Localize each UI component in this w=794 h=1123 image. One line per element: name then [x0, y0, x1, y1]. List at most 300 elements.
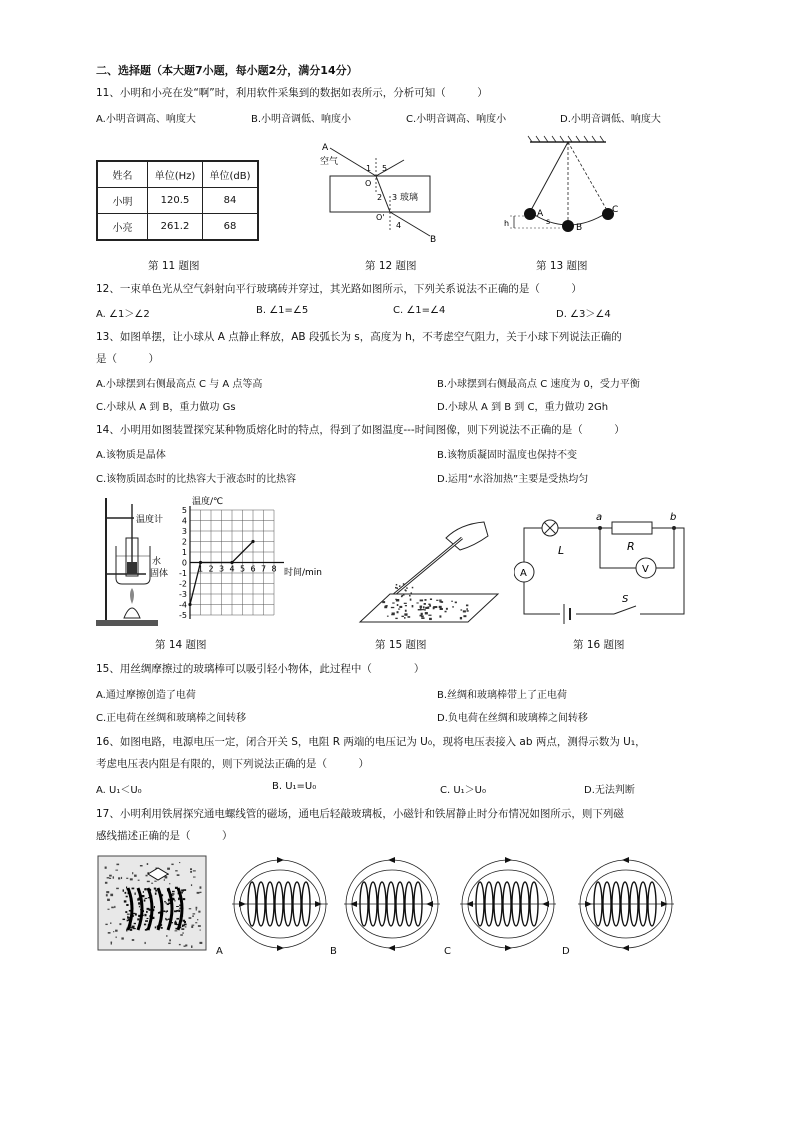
q16-option-a[interactable]: A. U₁＜U₀	[96, 785, 142, 796]
arrow-icon	[277, 857, 284, 863]
angle-label: 2	[377, 193, 383, 202]
paper-scrap	[392, 612, 395, 614]
arrow-icon	[350, 901, 357, 907]
q14-option-a[interactable]: A.该物质是晶体	[96, 450, 166, 461]
q13-option-c[interactable]: C.小球从 A 到 B，重力做功 Gs	[96, 402, 236, 413]
iron-filing	[183, 932, 184, 934]
arrow-icon	[661, 901, 668, 907]
table-cell: 小明	[97, 188, 148, 214]
paper-scrap	[385, 605, 387, 607]
iron-filing	[192, 915, 194, 917]
paper-scrap	[445, 611, 447, 613]
iron-filing	[108, 932, 111, 934]
iron-filing	[144, 888, 147, 890]
iron-filing	[183, 889, 186, 891]
iron-filing	[110, 894, 113, 896]
q12-option-a[interactable]: A. ∠1＞∠2	[96, 309, 150, 320]
paper-scrap	[396, 587, 398, 589]
label-c: C	[612, 205, 619, 215]
q16-option-b[interactable]: B. U₁=U₀	[272, 781, 317, 792]
iron-filing	[140, 865, 143, 866]
paper-scrap	[421, 615, 424, 617]
paper-scrap	[382, 601, 385, 603]
iron-filing	[179, 862, 180, 863]
arrow-icon	[622, 945, 629, 951]
arrow-icon	[505, 857, 512, 863]
iron-filing	[145, 920, 148, 922]
y-tick-label: 1	[181, 548, 187, 557]
paper-scrap	[404, 617, 406, 619]
table-cell: 120.5	[148, 188, 203, 214]
x-tick-label: 8	[271, 564, 277, 574]
iron-filing	[144, 914, 146, 916]
iron-filing	[193, 870, 196, 871]
paper-scrap	[466, 608, 468, 610]
paper-scrap	[397, 604, 399, 606]
paper-scrap	[424, 609, 426, 610]
paper-scrap	[421, 613, 423, 615]
iron-filing	[181, 892, 183, 893]
q17-label-c: C	[444, 946, 451, 957]
y-tick-label: -2	[179, 579, 187, 589]
iron-filing	[168, 899, 170, 901]
iron-filing	[165, 876, 168, 878]
paper-scrap	[412, 587, 414, 589]
iron-filing	[116, 936, 117, 938]
q15-option-a[interactable]: A.通过摩擦创造了电荷	[96, 690, 196, 701]
x-tick-label: 3	[218, 564, 225, 574]
iron-filing	[155, 926, 156, 928]
iron-filing	[127, 920, 128, 922]
iron-filing	[191, 945, 192, 947]
y-tick-label: -5	[179, 611, 187, 620]
iron-filing	[198, 925, 201, 927]
paper-scrap	[463, 610, 466, 612]
paper-scrap	[424, 599, 426, 601]
paper-scrap	[405, 589, 407, 591]
iron-filing	[111, 907, 114, 909]
iron-filing	[166, 935, 167, 937]
iron-filing	[191, 926, 193, 928]
iron-filing	[172, 895, 173, 896]
paper-scrap	[466, 604, 468, 606]
label-h: h	[504, 219, 510, 228]
iron-filing	[132, 939, 134, 941]
iron-filing	[135, 892, 136, 894]
arrow-icon	[315, 901, 322, 907]
section-title: 二、选择题（本大题7小题，每小题2分，满分14分）	[96, 64, 358, 77]
iron-filing	[114, 906, 115, 908]
paper-scrap	[423, 606, 425, 608]
ball-a	[524, 208, 536, 220]
table-cell: 84	[203, 188, 259, 214]
iron-filing	[119, 923, 121, 925]
fig14-caption: 第 14 题图	[155, 639, 207, 651]
paper-scrap	[404, 603, 407, 604]
paper-scrap	[452, 606, 454, 607]
paper-scrap	[405, 605, 407, 606]
solenoid-field-lines	[578, 857, 674, 951]
iron-filing	[179, 905, 180, 907]
q11-option-b[interactable]: B.小明音调低、响度小	[251, 114, 352, 125]
paper-scrap	[428, 604, 430, 605]
paper-scrap	[412, 605, 414, 607]
paper-scrap	[463, 615, 466, 617]
iron-filing	[161, 927, 163, 929]
iron-filing	[200, 929, 201, 930]
iron-filing	[154, 881, 156, 882]
q16-option-d[interactable]: D.无法判断	[584, 785, 635, 796]
q13-option-a[interactable]: A.小球摆到右侧最高点 C 与 A 点等高	[96, 379, 263, 390]
iron-filing	[115, 870, 118, 871]
paper-scrap	[410, 599, 412, 601]
iron-filing	[143, 891, 144, 893]
paper-scrap	[436, 600, 438, 601]
iron-filing	[184, 924, 187, 926]
q15-option-b[interactable]: B.丝绸和玻璃棒带上了正电荷	[437, 690, 568, 701]
label-r: R	[627, 540, 635, 553]
iron-filing	[151, 883, 153, 884]
iron-filing	[130, 878, 133, 880]
fig12-caption: 第 12 题图	[365, 260, 417, 272]
iron-filing	[130, 929, 132, 931]
iron-filing	[168, 943, 170, 944]
iron-filing	[116, 864, 119, 866]
iron-filing	[107, 899, 110, 901]
iron-filing	[134, 875, 137, 877]
paper-scrap	[460, 617, 462, 619]
q14-option-c[interactable]: C.该物质固态时的比热容大于液态时的比热容	[96, 474, 297, 485]
question-12-stem: 12、一束单色光从空气斜射向平行玻璃砖并穿过，其光路如图所示，下列关系说法不正确的是（ ）	[96, 283, 582, 295]
iron-filing	[116, 888, 119, 889]
fig12-light-refraction-diagram	[318, 138, 458, 244]
paper-scrap	[403, 583, 405, 585]
alcohol-lamp	[124, 608, 140, 618]
iron-filing	[193, 913, 196, 914]
y-tick-label: -3	[179, 590, 187, 599]
paper-scrap	[429, 618, 432, 620]
iron-filing	[183, 898, 185, 900]
label-air: 空气	[320, 157, 339, 167]
q13-option-b[interactable]: B.小球摆到右侧最高点 C 速度为 0，受力平衡	[437, 379, 640, 390]
paper-scrap	[460, 609, 462, 610]
iron-filing	[121, 937, 123, 939]
iron-filing	[121, 877, 122, 879]
iron-filing	[176, 906, 179, 907]
arrow-icon	[388, 945, 395, 951]
iron-filing	[184, 921, 186, 923]
iron-filing	[109, 878, 111, 879]
question-13-stem: 13、如图单摆，让小球从 A 点静止释放，AB 段弧长为 s，高度为 h，不考虑空气阻力，关于小球下列说法正确的	[96, 331, 622, 343]
iron-filing	[132, 926, 135, 928]
arrow-icon	[239, 901, 246, 907]
paper-scrap	[409, 595, 411, 597]
paper-scrap	[429, 605, 431, 607]
fig16-caption: 第 16 题图	[573, 639, 625, 651]
paper-scrap	[425, 612, 428, 614]
q14-option-b[interactable]: B.该物质凝固时温度也保持不变	[437, 450, 578, 461]
question-15-stem: 15、用丝绸摩擦过的玻璃棒可以吸引轻小物体，此过程中（ ）	[96, 663, 425, 675]
ammeter-label: A	[520, 568, 527, 579]
iron-filing	[171, 864, 173, 865]
paper-scrap	[439, 600, 441, 601]
arrow-icon	[388, 857, 395, 863]
string-a	[530, 142, 568, 212]
arrow-icon	[542, 901, 549, 907]
x-axis-label: 时间/min	[284, 568, 323, 578]
table-header: 姓名	[97, 161, 148, 188]
iron-filing	[200, 892, 202, 893]
iron-filing	[179, 944, 181, 945]
paper-scrap	[430, 598, 432, 600]
iron-filing	[196, 909, 197, 911]
iron-filing	[199, 942, 202, 944]
fig15-caption: 第 15 题图	[375, 639, 427, 651]
fig14-water-bath-apparatus	[94, 494, 180, 630]
iron-filing	[122, 919, 125, 920]
paper-scrap	[397, 611, 399, 613]
arrow-icon	[466, 901, 473, 907]
q17-option-d-solenoid[interactable]	[576, 852, 676, 956]
paper-scrap	[421, 617, 424, 619]
q17-label-b: B	[330, 946, 337, 957]
paper-scrap	[399, 606, 402, 608]
iron-filing	[118, 877, 120, 879]
angle-label: 5	[382, 164, 388, 173]
q15-option-d[interactable]: D.负电荷在丝绸和玻璃棒之间转移	[437, 713, 588, 724]
iron-filing	[192, 925, 195, 926]
solenoid-field-lines	[460, 857, 556, 951]
label-b: b	[670, 512, 677, 523]
question-17-stem: 17、小明利用铁屑探究通电螺线管的磁场，通电后轻敲玻璃板，小磁针和铁屑静止时分布情况如图所示，则下列磁	[96, 808, 624, 820]
question-14-stem: 14、小明用如图装置探究某种物质熔化时的特点，得到了如图温度---时间图像，则下列说法不正确的是（ ）	[96, 424, 625, 436]
x-tick-label: 2	[208, 564, 214, 574]
paper-scrap	[404, 613, 407, 615]
label-water: 水	[152, 557, 162, 567]
iron-filing	[125, 911, 127, 913]
iron-filing	[132, 888, 135, 890]
paper-scrap	[420, 600, 423, 602]
q17-option-b-solenoid[interactable]	[342, 852, 442, 956]
paper-scrap	[446, 608, 448, 610]
label-l: L	[558, 544, 565, 557]
label-a: A	[322, 143, 329, 153]
iron-filing	[132, 872, 133, 874]
iron-filing	[124, 900, 127, 902]
solid-sample	[127, 562, 137, 574]
iron-filing	[185, 944, 187, 946]
iron-filing	[175, 930, 178, 931]
string-c	[568, 142, 608, 212]
iron-filing	[164, 901, 166, 902]
question-16-stem: 16、如图电路，电源电压一定，闭合开关 S，电阻 R 两端的电压记为 U₀，现将电压表接入 ab 两点，测得示数为 U₁，	[96, 736, 646, 748]
iron-filing	[190, 868, 192, 870]
iron-filing	[106, 894, 108, 896]
paper-scrap	[387, 616, 389, 617]
label-o: O	[365, 179, 372, 188]
arrow-icon	[505, 945, 512, 951]
paper-scrap	[396, 584, 398, 586]
iron-filing	[166, 910, 168, 912]
iron-filing	[189, 908, 191, 909]
label-s: S	[622, 594, 629, 605]
q17-label-a: A	[216, 946, 223, 957]
q17-option-a-solenoid[interactable]	[230, 852, 330, 956]
iron-filing	[146, 911, 148, 913]
paper-scrap	[418, 609, 421, 610]
paper-scrap	[439, 606, 442, 608]
y-axis-label: 温度/℃	[192, 497, 224, 507]
q11-option-c[interactable]: C.小明音调高、响度小	[406, 114, 507, 125]
paper-scrap	[421, 609, 424, 610]
data-point	[188, 603, 191, 606]
paper-scrap	[428, 615, 431, 616]
iron-filing	[177, 874, 180, 876]
paper-scrap	[434, 606, 437, 608]
iron-filing	[115, 930, 118, 932]
label-s: s	[546, 217, 551, 226]
fig15-glass-rod-attracting-paper	[350, 510, 500, 630]
iron-filing	[166, 919, 168, 920]
iron-filing	[164, 879, 165, 881]
iron-filing	[147, 881, 150, 882]
iron-filing	[155, 893, 156, 894]
iron-filing	[105, 924, 107, 925]
iron-filing	[113, 931, 114, 932]
iron-filing	[199, 886, 201, 888]
ball-b	[562, 220, 574, 232]
paper-scrap	[467, 610, 469, 612]
label-b: B	[576, 223, 583, 233]
iron-filing	[147, 918, 149, 919]
fig14-temperature-time-graph	[178, 494, 334, 624]
q17-option-c-solenoid[interactable]	[458, 852, 558, 956]
x-tick-label: 7	[260, 564, 267, 574]
paper-scrap	[439, 601, 442, 602]
arrow-icon	[277, 945, 284, 951]
q17-iron-filings-photo	[96, 852, 208, 954]
q15-option-c[interactable]: C.正电荷在丝绸和玻璃棒之间转移	[96, 713, 247, 724]
voltmeter-label: V	[642, 564, 649, 575]
table-row	[97, 188, 258, 214]
x-tick-label: 1	[197, 564, 204, 574]
resistor	[612, 522, 652, 534]
flame	[130, 588, 134, 604]
q11-option-a[interactable]: A.小明音调高、响度大	[96, 114, 196, 125]
paper-scrap	[401, 596, 403, 598]
iron-filing	[123, 889, 124, 891]
paper-scrap	[395, 618, 397, 619]
circuit-wires	[524, 528, 684, 614]
table-row	[97, 214, 258, 241]
q12-option-c[interactable]: C. ∠1=∠4	[393, 305, 446, 316]
x-tick-label: 6	[250, 564, 256, 574]
iron-filing	[195, 922, 197, 923]
iron-filing	[169, 883, 170, 884]
iron-filing	[197, 919, 198, 920]
iron-filing	[167, 868, 170, 870]
angle-label: 4	[396, 221, 402, 230]
iron-filing	[144, 899, 146, 901]
stand-base	[96, 620, 158, 626]
x-tick-label: 5	[239, 564, 246, 574]
iron-filing	[176, 910, 178, 912]
angle-label: 1	[366, 164, 372, 173]
arrow-icon	[622, 857, 629, 863]
solenoid-field-lines	[344, 857, 440, 951]
q16-option-c[interactable]: C. U₁＞U₀	[440, 785, 486, 796]
iron-filing	[134, 923, 136, 924]
y-tick-label: -4	[179, 600, 187, 610]
paper-scrap	[392, 602, 394, 603]
iron-filing	[105, 867, 107, 869]
data-point	[199, 561, 202, 564]
iron-filing	[127, 914, 130, 915]
iron-filing	[138, 902, 140, 904]
iron-filing	[193, 877, 196, 878]
iron-filing	[191, 884, 192, 886]
q14-option-d[interactable]: D.运用“水浴加热”主要是受热均匀	[437, 474, 589, 485]
iron-filing	[144, 942, 145, 944]
paper-scrap	[405, 610, 407, 612]
iron-filing	[166, 902, 167, 903]
table-cell: 68	[203, 214, 259, 241]
y-tick-label: 2	[181, 537, 187, 547]
paper-scrap	[424, 603, 426, 605]
iron-filing	[110, 922, 111, 923]
paper-scrap	[411, 592, 413, 594]
paper-scrap	[455, 602, 457, 604]
table-cell: 小亮	[97, 214, 148, 241]
q11-option-d[interactable]: D.小明音调低、响度大	[560, 114, 661, 125]
q12-option-d[interactable]: D. ∠3＞∠4	[556, 309, 611, 320]
table-header-row	[97, 161, 258, 188]
q13-option-d[interactable]: D.小球从 A 到 B 到 C，重力做功 2Gh	[437, 402, 609, 413]
y-tick-label: 0	[181, 558, 187, 568]
iron-filing	[169, 939, 171, 941]
iron-filing	[107, 877, 110, 878]
iron-filing	[145, 898, 148, 899]
iron-filing	[146, 875, 148, 877]
y-tick-label: -1	[179, 569, 187, 578]
data-point	[251, 540, 254, 543]
paper-scrap	[425, 607, 428, 609]
q12-option-b[interactable]: B. ∠1=∠5	[256, 305, 309, 316]
iron-filing	[174, 900, 175, 901]
q11-data-table	[96, 160, 259, 241]
iron-filing	[172, 893, 175, 894]
iron-filing	[126, 878, 128, 879]
iron-filing	[175, 870, 177, 871]
label-b: B	[430, 235, 437, 244]
paper-scrap	[395, 587, 397, 589]
iron-filing	[168, 903, 170, 904]
iron-filing	[196, 907, 198, 909]
label-a: a	[596, 512, 603, 523]
iron-filing	[113, 876, 114, 878]
y-tick-label: 5	[181, 506, 187, 515]
iron-filing	[175, 923, 177, 925]
paper-scrap	[416, 602, 418, 603]
iron-filing	[163, 910, 165, 912]
iron-filing	[189, 917, 192, 919]
fig13-pendulum-diagram	[500, 134, 630, 244]
paper-scrap	[398, 609, 400, 610]
iron-filing	[154, 906, 155, 908]
iron-filing	[138, 880, 140, 881]
iron-filing	[185, 926, 187, 927]
question-17-stem-cont: 感线描述正确的是（ ）	[96, 830, 233, 842]
